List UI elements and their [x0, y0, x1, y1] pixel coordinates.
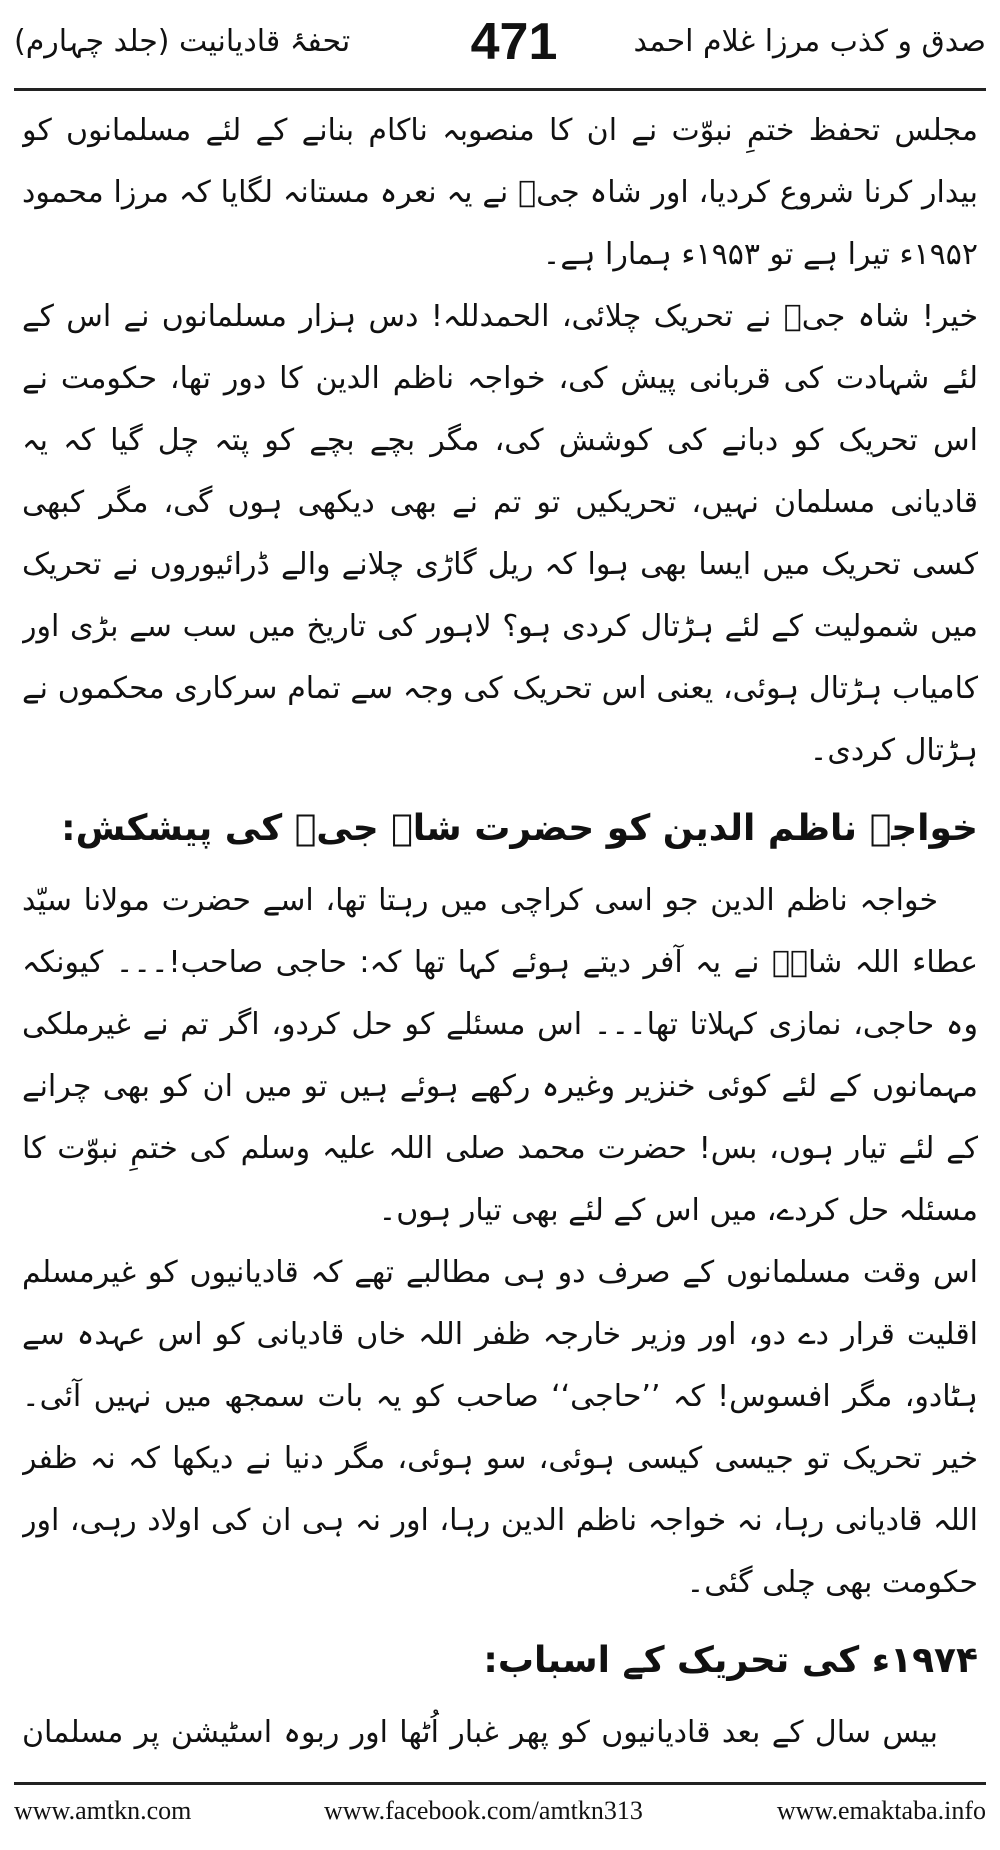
- section-heading-2: ۱۹۷۴ء کی تحریک کے اسباب:: [483, 1640, 978, 1681]
- page-header: [14, 12, 986, 82]
- paragraph-3: خواجہ ناظم الدین جو اسی کراچی میں رہتا تھا، اسے حضرت مولانا سیّد عطاء اللہ شاہؒ نے یہ آفر دیتے ہوئے کہا تھا کہ: حاجی صاحب!۔۔۔ کیونکہ وہ حاجی، نمازی کہلاتا تھا۔۔۔ اس مسئلے کو حل کردو، اگر تم نے غیرملکی مہمانوں کے لئے کوئی خنزیر وغیرہ رکھے ہوئے ہیں تو میں ان کو بھی چرانے کے لئے تیار ہوں، بس! حضرت محمد صلی اللہ علیہ وسلم کی ختمِ نبوّت کا مسئلہ حل کردے، میں اس کے لئے بھی تیار ہوں۔: [22, 883, 978, 1228]
- paragraph-5: بیس سال کے بعد قادیانیوں کو پھر غبار اُٹھا اور ربوہ اسٹیشن پر مسلمان: [22, 1715, 938, 1750]
- footer-link-amtkn[interactable]: www.amtkn.com: [14, 1796, 192, 1825]
- book-title: تحفۂ قادیانیت (جلد چہارم): [14, 24, 351, 59]
- chapter-title: صدق و کذب مرزا غلام احمد: [633, 24, 986, 59]
- paragraph-4: اس وقت مسلمانوں کے صرف دو ہی مطالبے تھے کہ قادیانیوں کو غیرمسلم اقلیت قرار دے دو، اور وزیر خارجہ ظفر اللہ خاں قادیانی کو اس عہدہ سے ہٹادو، مگر افسوس! کہ ’’حاجی‘‘ صاحب کو یہ بات سمجھ میں نہیں آئی۔ خیر تحریک تو جیسی کیسی ہوئی، سو ہوئی، مگر دنیا نے دیکھا کہ نہ ظفر اللہ قادیانی رہا، نہ خواجہ ناظم الدین رہا، اور نہ ہی ان کی اولاد رہی، اور حکومت بھی چلی گئی۔: [22, 1255, 978, 1600]
- page-footer: [14, 1796, 986, 1836]
- header-divider: [14, 88, 986, 91]
- footer-link-emaktaba[interactable]: www.emaktaba.info: [776, 1796, 986, 1825]
- footer-divider: [14, 1782, 986, 1785]
- paragraph-1: مجلس تحفظ ختمِ نبوّت نے ان کا منصوبہ ناکام بنانے کے لئے مسلمانوں کو بیدار کرنا شروع کردیا، اور شاہ جیؒ نے یہ نعرہ مستانہ لگایا کہ مرزا محمود ۱۹۵۲ء تیرا ہے تو ۱۹۵۳ء ہمارا ہے۔: [22, 113, 978, 272]
- page-number: 471: [470, 13, 558, 71]
- paragraph-2: خیر! شاہ جیؒ نے تحریک چلائی، الحمدللہ! دس ہزار مسلمانوں نے اس کے لئے شہادت کی قربانی پیش کی، خواجہ ناظم الدین کا دور تھا، حکومت نے اس تحریک کو دبانے کی کوشش کی، مگر بچے بچے کو پتہ چل گیا کہ یہ قادیانی مسلمان نہیں، تحریکیں تو تم نے بھی دیکھی ہوں گی، مگر کبھی کسی تحریک میں ایسا بھی ہوا کہ ریل گاڑی چلانے والے ڈرائیوروں نے تحریک میں شمولیت کے لئے ہڑتال کردی ہو؟ لاہور کی تاریخ میں سب سے بڑی اور کامیاب ہڑتال ہوئی، یعنی اس تحریک کی وجہ سے تمام سرکاری محکموں نے ہڑتال کردی۔: [22, 299, 978, 768]
- section-heading-1: خواجہ ناظم الدین کو حضرت شاہ جیؒ کی پیشکش:: [61, 808, 978, 849]
- page-body: [22, 100, 978, 1770]
- footer-link-facebook[interactable]: www.facebook.com/amtkn313: [324, 1796, 643, 1825]
